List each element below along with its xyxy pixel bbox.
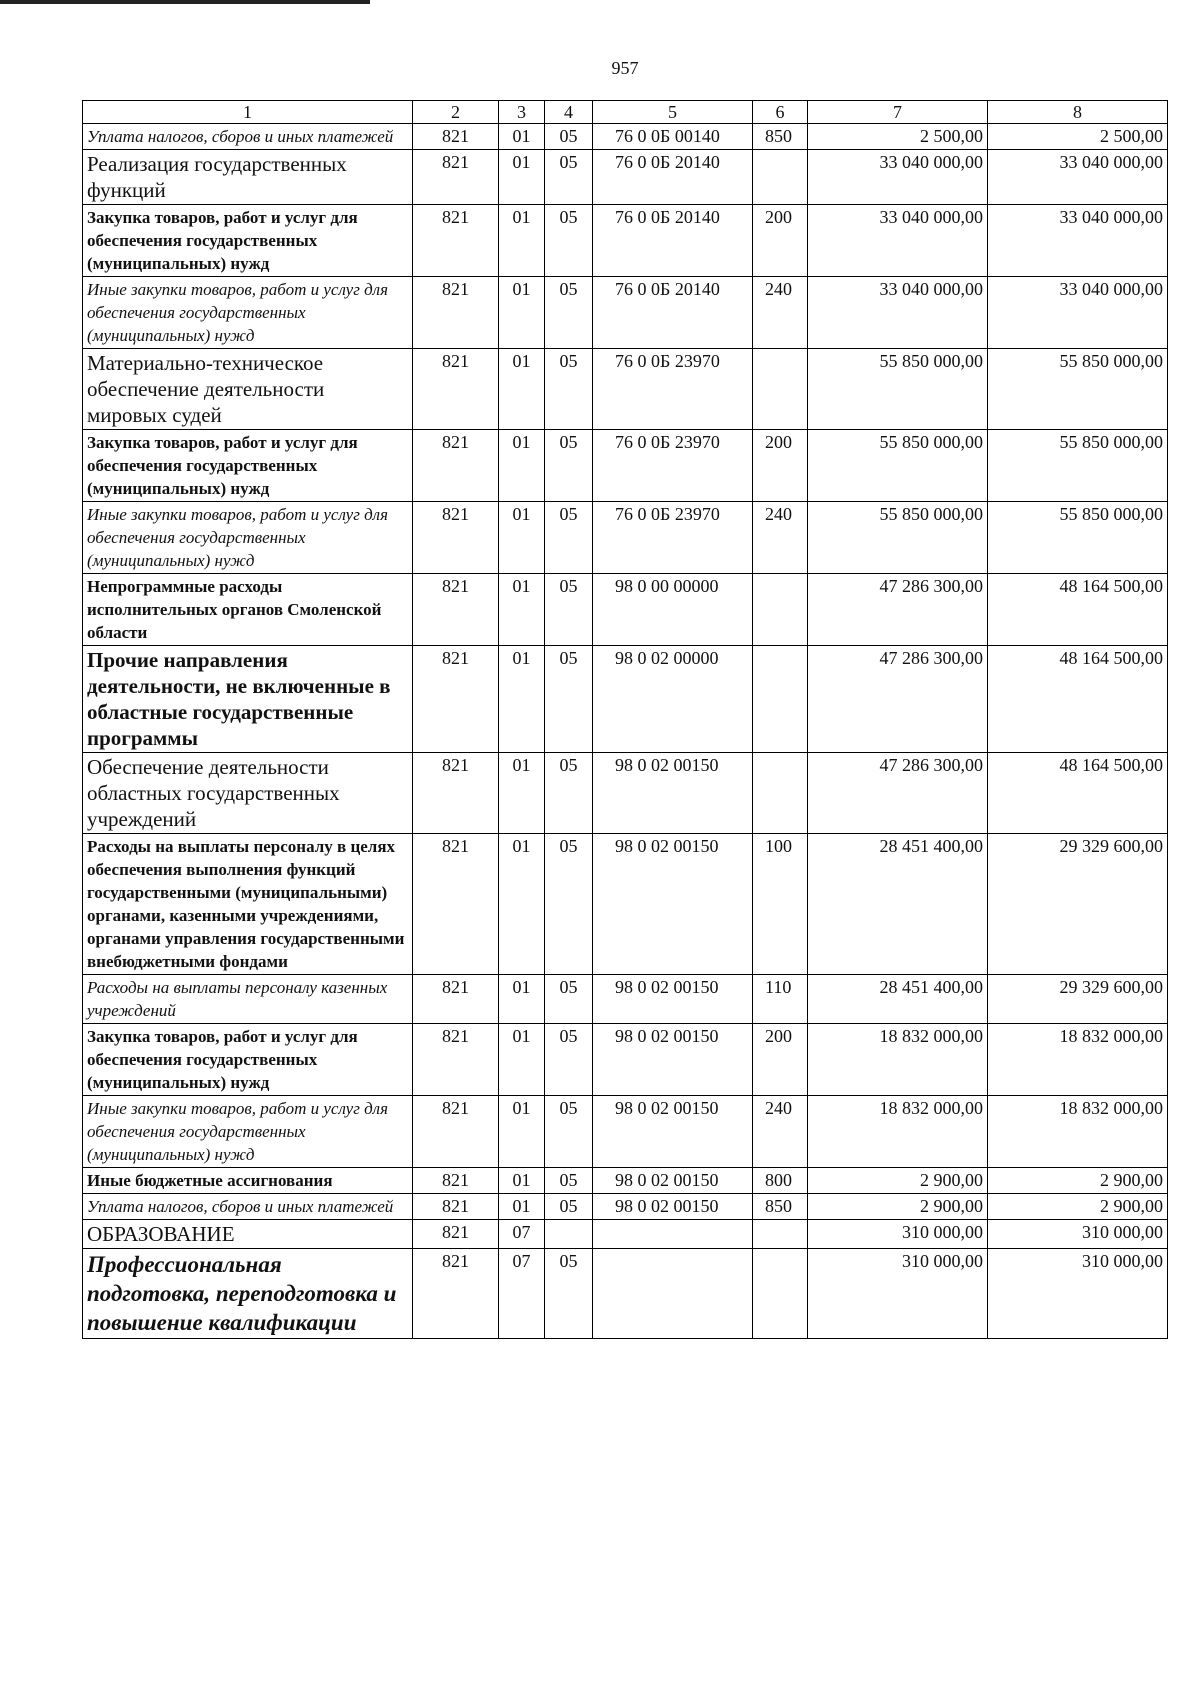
cell-subsection-code: 05 — [545, 124, 593, 150]
cell-subsection-code: 05 — [545, 1249, 593, 1339]
cell-target-article: 98 0 02 00000 — [593, 646, 753, 753]
cell-ministry-code: 821 — [413, 124, 499, 150]
cell-expense-type: 850 — [753, 1194, 808, 1220]
cell-expense-name: Расходы на выплаты персоналу казенных учреждений — [83, 975, 413, 1024]
cell-amount-year-1: 55 850 000,00 — [808, 349, 988, 430]
cell-target-article: 98 0 02 00150 — [593, 1024, 753, 1096]
table-row — [83, 646, 1168, 753]
cell-expense-type: 850 — [753, 124, 808, 150]
cell-expense-type — [753, 753, 808, 834]
table-row — [83, 574, 1168, 646]
cell-amount-year-1: 310 000,00 — [808, 1249, 988, 1339]
cell-subsection-code: 05 — [545, 646, 593, 753]
cell-amount-year-1: 28 451 400,00 — [808, 975, 988, 1024]
cell-section-code: 01 — [499, 834, 545, 975]
cell-expense-name: Обеспечение деятельности областных государственных учреждений — [83, 753, 413, 834]
cell-amount-year-1: 2 900,00 — [808, 1194, 988, 1220]
cell-amount-year-1: 2 500,00 — [808, 124, 988, 150]
cell-target-article: 98 0 02 00150 — [593, 1096, 753, 1168]
cell-subsection-code: 05 — [545, 502, 593, 574]
table-row — [83, 1024, 1168, 1096]
cell-ministry-code: 821 — [413, 834, 499, 975]
cell-expense-name: ОБРАЗОВАНИЕ — [83, 1220, 413, 1249]
cell-amount-year-1: 55 850 000,00 — [808, 502, 988, 574]
table-row — [83, 1168, 1168, 1194]
budget-table — [82, 100, 1168, 1339]
table-row — [83, 430, 1168, 502]
cell-target-article: 76 0 0Б 00140 — [593, 124, 753, 150]
cell-target-article: 76 0 0Б 23970 — [593, 502, 753, 574]
cell-expense-type: 200 — [753, 205, 808, 277]
column-header: 6 — [753, 101, 808, 124]
cell-amount-year-2: 2 900,00 — [988, 1168, 1168, 1194]
cell-expense-type: 240 — [753, 277, 808, 349]
cell-expense-type — [753, 150, 808, 205]
cell-ministry-code: 821 — [413, 205, 499, 277]
table-row — [83, 349, 1168, 430]
scan-corner-line — [0, 0, 370, 4]
cell-ministry-code: 821 — [413, 1249, 499, 1339]
table-row — [83, 975, 1168, 1024]
cell-section-code: 01 — [499, 150, 545, 205]
cell-section-code: 01 — [499, 753, 545, 834]
cell-subsection-code: 05 — [545, 1096, 593, 1168]
cell-section-code: 07 — [499, 1220, 545, 1249]
cell-subsection-code: 05 — [545, 1024, 593, 1096]
cell-expense-type — [753, 574, 808, 646]
cell-subsection-code: 05 — [545, 1168, 593, 1194]
cell-expense-name: Иные закупки товаров, работ и услуг для обеспечения государственных (муниципальных) нужд — [83, 502, 413, 574]
cell-amount-year-2: 48 164 500,00 — [988, 574, 1168, 646]
table-row — [83, 1249, 1168, 1339]
cell-expense-name: Профессиональная подготовка, переподготовка и повышение квалификации — [83, 1249, 413, 1339]
cell-expense-type: 200 — [753, 1024, 808, 1096]
cell-ministry-code: 821 — [413, 1024, 499, 1096]
cell-amount-year-1: 47 286 300,00 — [808, 646, 988, 753]
cell-section-code: 01 — [499, 1194, 545, 1220]
column-header: 2 — [413, 101, 499, 124]
cell-target-article: 76 0 0Б 20140 — [593, 277, 753, 349]
cell-amount-year-1: 47 286 300,00 — [808, 574, 988, 646]
page-number: 957 — [611, 58, 639, 78]
cell-ministry-code: 821 — [413, 430, 499, 502]
cell-expense-type — [753, 646, 808, 753]
cell-subsection-code: 05 — [545, 150, 593, 205]
table-row — [83, 1220, 1168, 1249]
cell-ministry-code: 821 — [413, 150, 499, 205]
table-row — [83, 150, 1168, 205]
cell-subsection-code: 05 — [545, 277, 593, 349]
cell-subsection-code: 05 — [545, 753, 593, 834]
cell-target-article: 76 0 0Б 20140 — [593, 150, 753, 205]
cell-amount-year-2: 29 329 600,00 — [988, 975, 1168, 1024]
cell-expense-name: Иные закупки товаров, работ и услуг для обеспечения государственных (муниципальных) нужд — [83, 1096, 413, 1168]
cell-ministry-code: 821 — [413, 574, 499, 646]
cell-subsection-code: 05 — [545, 349, 593, 430]
cell-amount-year-2: 18 832 000,00 — [988, 1024, 1168, 1096]
cell-amount-year-1: 18 832 000,00 — [808, 1024, 988, 1096]
cell-amount-year-2: 48 164 500,00 — [988, 646, 1168, 753]
cell-section-code: 01 — [499, 430, 545, 502]
cell-expense-name: Реализация государственных функций — [83, 150, 413, 205]
cell-amount-year-1: 55 850 000,00 — [808, 430, 988, 502]
cell-ministry-code: 821 — [413, 1096, 499, 1168]
cell-section-code: 01 — [499, 574, 545, 646]
cell-expense-name: Расходы на выплаты персоналу в целях обеспечения выполнения функций государственными (муниципальными) органами, казенными учреждениями, органами управления государственными внебюджетными фондами — [83, 834, 413, 975]
cell-target-article: 98 0 02 00150 — [593, 753, 753, 834]
cell-section-code: 01 — [499, 349, 545, 430]
cell-amount-year-1: 28 451 400,00 — [808, 834, 988, 975]
table-row — [83, 205, 1168, 277]
cell-amount-year-2: 18 832 000,00 — [988, 1096, 1168, 1168]
column-number-header — [83, 101, 1168, 124]
cell-amount-year-1: 2 900,00 — [808, 1168, 988, 1194]
cell-section-code: 01 — [499, 975, 545, 1024]
cell-expense-type — [753, 349, 808, 430]
column-header: 1 — [83, 101, 413, 124]
cell-expense-type: 800 — [753, 1168, 808, 1194]
cell-subsection-code: 05 — [545, 430, 593, 502]
cell-expense-name: Непрограммные расходы исполнительных органов Смоленской области — [83, 574, 413, 646]
cell-amount-year-1: 310 000,00 — [808, 1220, 988, 1249]
cell-expense-name: Закупка товаров, работ и услуг для обеспечения государственных (муниципальных) нужд — [83, 430, 413, 502]
cell-ministry-code: 821 — [413, 646, 499, 753]
cell-target-article: 76 0 0Б 23970 — [593, 430, 753, 502]
cell-amount-year-1: 33 040 000,00 — [808, 277, 988, 349]
cell-ministry-code: 821 — [413, 1168, 499, 1194]
table-row — [83, 1194, 1168, 1220]
cell-expense-name: Уплата налогов, сборов и иных платежей — [83, 1194, 413, 1220]
cell-subsection-code: 05 — [545, 205, 593, 277]
cell-expense-name: Иные закупки товаров, работ и услуг для обеспечения государственных (муниципальных) нужд — [83, 277, 413, 349]
cell-amount-year-1: 33 040 000,00 — [808, 150, 988, 205]
cell-expense-type: 100 — [753, 834, 808, 975]
cell-section-code: 01 — [499, 502, 545, 574]
cell-amount-year-2: 55 850 000,00 — [988, 502, 1168, 574]
cell-amount-year-2: 33 040 000,00 — [988, 205, 1168, 277]
cell-section-code: 01 — [499, 646, 545, 753]
cell-ministry-code: 821 — [413, 975, 499, 1024]
cell-amount-year-2: 55 850 000,00 — [988, 349, 1168, 430]
cell-expense-type: 240 — [753, 1096, 808, 1168]
cell-section-code: 01 — [499, 1024, 545, 1096]
column-header: 5 — [593, 101, 753, 124]
cell-target-article: 98 0 02 00150 — [593, 834, 753, 975]
cell-expense-type: 200 — [753, 430, 808, 502]
cell-ministry-code: 821 — [413, 1220, 499, 1249]
column-header: 7 — [808, 101, 988, 124]
cell-section-code: 01 — [499, 1096, 545, 1168]
cell-amount-year-2: 33 040 000,00 — [988, 150, 1168, 205]
cell-expense-name: Закупка товаров, работ и услуг для обеспечения государственных (муниципальных) нужд — [83, 205, 413, 277]
cell-target-article: 98 0 00 00000 — [593, 574, 753, 646]
cell-target-article — [593, 1220, 753, 1249]
table-row — [83, 277, 1168, 349]
cell-section-code: 01 — [499, 205, 545, 277]
cell-section-code: 01 — [499, 277, 545, 349]
cell-target-article: 98 0 02 00150 — [593, 1168, 753, 1194]
cell-amount-year-2: 2 500,00 — [988, 124, 1168, 150]
cell-subsection-code — [545, 1220, 593, 1249]
cell-amount-year-2: 55 850 000,00 — [988, 430, 1168, 502]
table-row — [83, 1096, 1168, 1168]
cell-section-code: 01 — [499, 124, 545, 150]
cell-amount-year-2: 48 164 500,00 — [988, 753, 1168, 834]
cell-expense-type: 240 — [753, 502, 808, 574]
column-header: 3 — [499, 101, 545, 124]
cell-ministry-code: 821 — [413, 277, 499, 349]
cell-amount-year-2: 33 040 000,00 — [988, 277, 1168, 349]
cell-target-article: 76 0 0Б 23970 — [593, 349, 753, 430]
cell-target-article: 98 0 02 00150 — [593, 1194, 753, 1220]
cell-amount-year-2: 29 329 600,00 — [988, 834, 1168, 975]
cell-amount-year-1: 47 286 300,00 — [808, 753, 988, 834]
cell-subsection-code: 05 — [545, 834, 593, 975]
cell-subsection-code: 05 — [545, 574, 593, 646]
cell-expense-type — [753, 1220, 808, 1249]
column-header: 4 — [545, 101, 593, 124]
cell-ministry-code: 821 — [413, 753, 499, 834]
cell-expense-name: Иные бюджетные ассигнования — [83, 1168, 413, 1194]
cell-target-article: 98 0 02 00150 — [593, 975, 753, 1024]
cell-ministry-code: 821 — [413, 1194, 499, 1220]
cell-amount-year-1: 18 832 000,00 — [808, 1096, 988, 1168]
cell-expense-type — [753, 1249, 808, 1339]
cell-target-article: 76 0 0Б 20140 — [593, 205, 753, 277]
cell-expense-name: Уплата налогов, сборов и иных платежей — [83, 124, 413, 150]
cell-expense-name: Материально-техническое обеспечение деятельности мировых судей — [83, 349, 413, 430]
table-row — [83, 834, 1168, 975]
cell-target-article — [593, 1249, 753, 1339]
table-row — [83, 753, 1168, 834]
column-header: 8 — [988, 101, 1168, 124]
table-body — [83, 124, 1168, 1339]
cell-subsection-code: 05 — [545, 1194, 593, 1220]
cell-amount-year-2: 310 000,00 — [988, 1220, 1168, 1249]
cell-expense-type: 110 — [753, 975, 808, 1024]
cell-amount-year-2: 2 900,00 — [988, 1194, 1168, 1220]
table-row — [83, 124, 1168, 150]
cell-amount-year-2: 310 000,00 — [988, 1249, 1168, 1339]
table-row — [83, 502, 1168, 574]
cell-amount-year-1: 33 040 000,00 — [808, 205, 988, 277]
cell-section-code: 01 — [499, 1168, 545, 1194]
cell-section-code: 07 — [499, 1249, 545, 1339]
cell-ministry-code: 821 — [413, 349, 499, 430]
cell-subsection-code: 05 — [545, 975, 593, 1024]
cell-ministry-code: 821 — [413, 502, 499, 574]
cell-expense-name: Закупка товаров, работ и услуг для обеспечения государственных (муниципальных) нужд — [83, 1024, 413, 1096]
cell-expense-name: Прочие направления деятельности, не включенные в областные государственные программы — [83, 646, 413, 753]
